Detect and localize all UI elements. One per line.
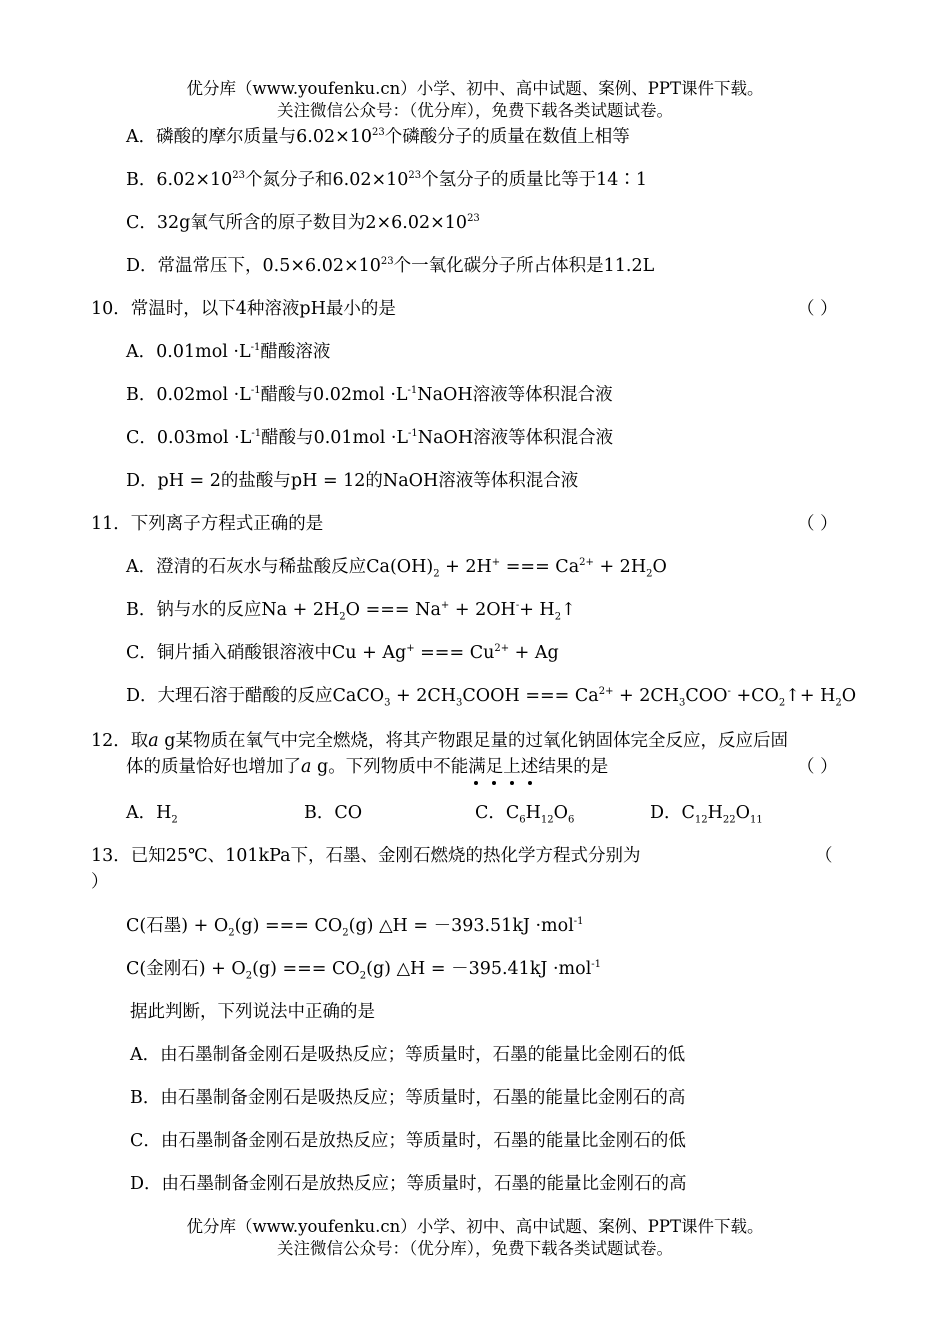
header-line-2: 关注微信公众号：（优分库），免费下载各类试题试卷。	[277, 101, 673, 120]
q11-option-a: A．澄清的石灰水与稀盐酸反应$Ca(OH)_2 + 2H^+$ === $Ca^{2+} + 2H_2O$	[126, 557, 667, 580]
q13-option-b: B．由石墨制备金刚石是吸热反应；等质量时，石墨的能量比金刚石的高	[130, 1088, 686, 1108]
q13-equation-graphite: C(石墨) + $O_2(g)$ === $CO_2(g)$ △H = －393.51kJ ·mol$^{-1}$	[126, 916, 584, 939]
q13-option-c: C．由石墨制备金刚石是放热反应；等质量时，石墨的能量比金刚石的低	[130, 1131, 686, 1151]
q13-equation-diamond: C(金刚石) + $O_2(g)$ === $CO_2(g)$ △H = －395.41kJ ·mol$^{-1}$	[126, 959, 602, 982]
footer-line-2: 关注微信公众号：（优分库），免费下载各类试题试卷。	[277, 1239, 673, 1258]
q10-option-b: B．$0.02mol \cdot L^{-1}$醋酸与$0.02mol \cdot L^{-1}NaOH$溶液等体积混合液	[126, 385, 613, 405]
q12-option-d: D．$C_{12}H_{22}O_{11}$	[650, 803, 763, 826]
q9-option-c: C．32g氧气所含的原子数目为$2\times 6.02\times 10^{23}$	[126, 213, 480, 233]
q12-stem-line-2: 体的质量恰好也增加了a g。下列物质中不能满足上述结果的是	[126, 757, 609, 777]
q11-option-b: B．钠与水的反应$Na + 2H_2O$ === $Na^+ + 2OH^-+ H_2↑$	[126, 600, 576, 623]
q12-answer-blank: （ ）	[797, 757, 838, 777]
q13-option-d: D．由石墨制备金刚石是放热反应；等质量时，石墨的能量比金刚石的高	[130, 1174, 687, 1194]
q13-lead: 据此判断，下列说法中正确的是	[130, 1002, 375, 1022]
q12-option-b: B．CO	[304, 803, 363, 823]
q10-stem: 10．常温时，以下4种溶液pH最小的是	[91, 299, 396, 319]
q13-paren-close: ）	[91, 872, 109, 892]
page-footer	[0, 1216, 950, 1260]
emphasis-dot	[474, 781, 478, 785]
q13-option-a: A．由石墨制备金刚石是吸热反应；等质量时，石墨的能量比金刚石的低	[130, 1045, 686, 1065]
q11-stem: 11．下列离子方程式正确的是	[91, 514, 324, 534]
q10-option-c: C．$0.03mol \cdot L^{-1}$醋酸与$0.01mol \cdot L^{-1}NaOH$溶液等体积混合液	[126, 428, 614, 448]
emphasis-dot	[510, 781, 514, 785]
emphasis-dot	[492, 781, 496, 785]
q13-paren-open: （	[815, 846, 833, 866]
q9-option-a: A．磷酸的摩尔质量与$6.02\times 10^{23}$个磷酸分子的质量在数值上相等	[126, 127, 630, 147]
q12-stem-line-1: 12．取a g某物质在氧气中完全燃烧，将其产物跟足量的过氧化钠固体完全反应，反应后固	[91, 731, 788, 751]
q10-answer-blank: （ ）	[797, 299, 838, 319]
q11-option-c: C．铜片插入硝酸银溶液中Cu + Ag+ === $Cu^{2+} + Ag$	[126, 643, 559, 663]
header-line-1: 优分库（www.youfenku.cn）小学、初中、高中试题、案例、PPT课件下载。	[186, 79, 764, 98]
q11-answer-blank: （ ）	[797, 514, 838, 534]
q13-stem: 13．已知25℃、101kPa下，石墨、金刚石燃烧的热化学方程式分别为	[91, 846, 641, 866]
q11-option-d: D．大理石溶于醋酸的反应CaCO$_3$ + $2CH_3COOH$ === $Ca^{2+} + 2CH_3COO^-$ $+CO_2↑+ H_2O$	[126, 686, 857, 709]
q10-option-d: D．pH = 2的盐酸与pH = 12的NaOH溶液等体积混合液	[126, 471, 579, 491]
q9-option-b: B．$6.02\times 10^{23}$个氮分子和$6.02\times 10^{23}$个氢分子的质量比等于14∶1	[126, 170, 648, 190]
emphasis-dot	[528, 781, 532, 785]
q12-option-a: A．$H_2$	[126, 803, 178, 826]
q12-option-c: C．$C_6H_{12}O_6$	[475, 803, 575, 826]
q10-option-a: A．$0.01mol \cdot L^{-1}$醋酸溶液	[126, 342, 331, 362]
footer-line-1: 优分库（www.youfenku.cn）小学、初中、高中试题、案例、PPT课件下载。	[186, 1217, 764, 1236]
q9-option-d: D．常温常压下，$0.5\times 6.02\times 10^{23}$个一氧化碳分子所占体积是11.2L	[126, 256, 655, 276]
page-header	[0, 78, 950, 122]
